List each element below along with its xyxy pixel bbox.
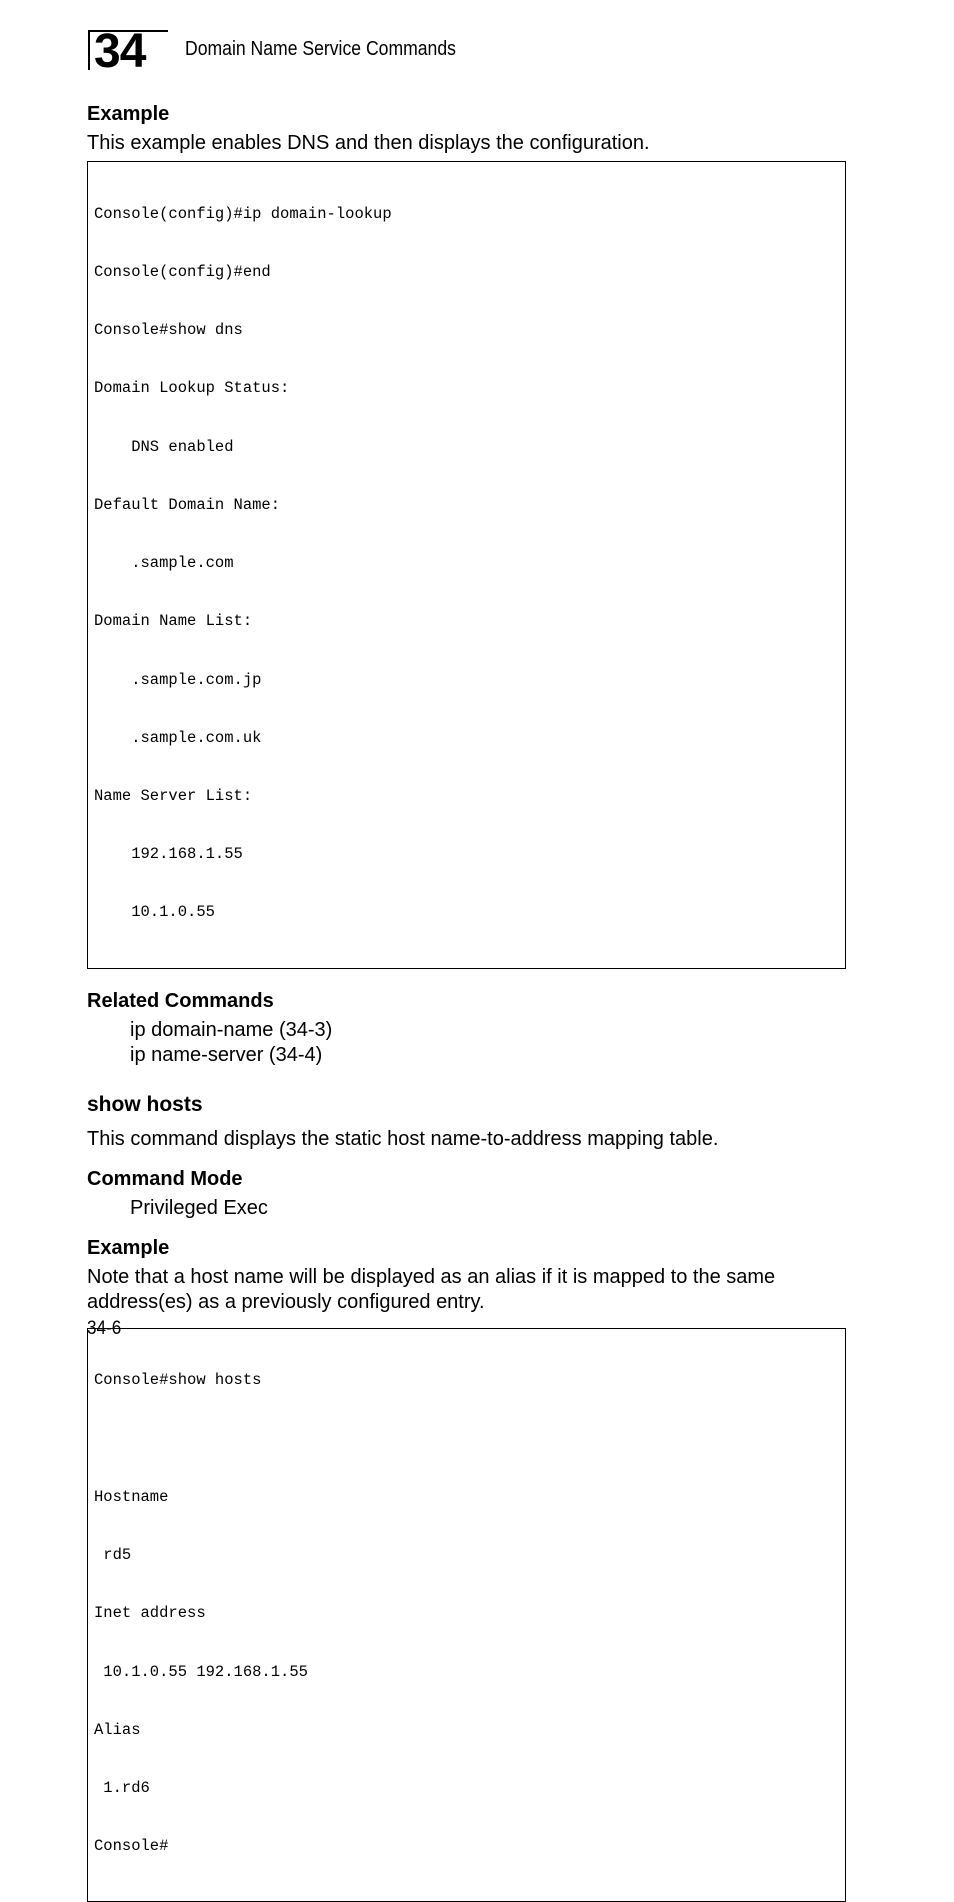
code-line: rd5 [94, 1546, 132, 1565]
example-heading: Example [87, 103, 170, 125]
code-line: Hostname [94, 1487, 169, 1506]
related-command-link[interactable]: ip domain-name (34-3) [130, 1018, 333, 1041]
example-heading: Example [87, 1236, 170, 1259]
code-line: Alias [94, 1720, 141, 1739]
code-line [94, 1430, 839, 1449]
page-number: 34-6 [87, 1318, 122, 1339]
related-command-link[interactable]: ip name-server (34-4) [130, 1043, 323, 1066]
related-commands-heading: Related Commands [87, 989, 274, 1012]
command-mode-heading: Command Mode [87, 1167, 243, 1190]
code-line: 10.1.0.55 192.168.1.55 [94, 1662, 308, 1681]
example-text: Note that a host name will be displayed as an alias if it is mapped to the same address(es) as a previously configured entry. [87, 1265, 776, 1313]
page-content [87, 102, 847, 1902]
code-line: DNS enabled [94, 437, 234, 456]
chapter-number: 34 [88, 30, 168, 70]
code-line: .sample.com.uk [94, 728, 262, 747]
code-line: .sample.com.jp [94, 670, 262, 689]
example-text: This example enables DNS and then displays the configuration. [87, 132, 650, 154]
dns-code-block [87, 161, 846, 969]
code-line: 192.168.1.55 [94, 845, 243, 864]
code-line: .sample.com [94, 554, 234, 573]
code-line: 1.rd6 [94, 1778, 150, 1797]
chapter-title: Domain Name Service Commands [185, 38, 456, 60]
code-line: Console#show hosts [94, 1371, 262, 1390]
chapter-header [88, 25, 688, 78]
code-line: Console(config)#end [94, 263, 271, 282]
code-line: Console(config)#ip domain-lookup [94, 204, 392, 223]
code-line: Name Server List: [94, 787, 253, 805]
code-line: 10.1.0.55 [94, 903, 215, 922]
hosts-code-block [87, 1328, 846, 1902]
code-line: Domain Lookup Status: [94, 379, 290, 398]
code-line: Domain Name List: [94, 612, 253, 631]
code-line: Inet address [94, 1604, 206, 1623]
code-line: Console#show dns [94, 321, 243, 340]
command-mode-value: Privileged Exec [130, 1196, 268, 1219]
code-line: Console# [94, 1837, 169, 1856]
command-title: show hosts [87, 1092, 203, 1116]
command-description: This command displays the static host name-to-address mapping table. [87, 1127, 719, 1150]
code-line: Default Domain Name: [94, 495, 281, 514]
